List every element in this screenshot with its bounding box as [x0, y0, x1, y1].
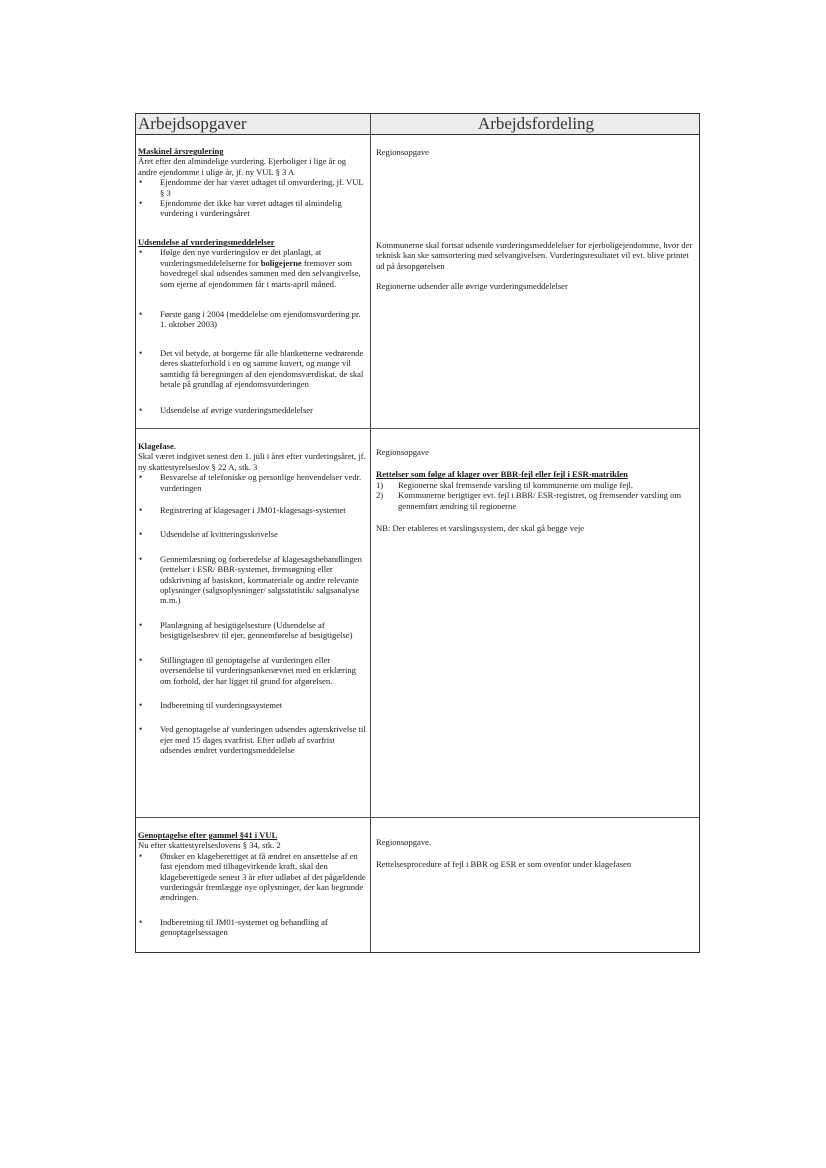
row4-tasks-cell — [138, 830, 367, 938]
bullet-icon: • — [139, 619, 143, 630]
row3-intro: Skal været indgivet senest den 1. juli i året efter vurderingsåret, jf. ny skattestyrelseslov § 22 A, stk. 3 — [138, 451, 366, 472]
row4-distribution-text-1: Regionsopgave. — [376, 837, 432, 847]
list-item — [138, 198, 367, 219]
list-item — [376, 490, 698, 511]
list-item-text: Besvarelse af telefoniske og personlige henvendelser vedr. vurderingen — [160, 472, 362, 493]
list-item-text: Udsendelse af øvrige vurderingsmeddelelser — [160, 405, 313, 416]
bullet-icon: • — [139, 916, 143, 927]
row1-heading: Maskinel årsregulering — [138, 146, 224, 156]
table-header-row — [136, 114, 699, 135]
bullet-icon: • — [139, 529, 143, 540]
list-item — [138, 177, 367, 198]
row3-tasks-cell — [138, 441, 367, 756]
row2-distribution-cell — [376, 240, 698, 292]
row4-distribution-text-2: Rettelsesprocedure af fejl i BBR og ESR er som ovenfor under klagefasen — [376, 859, 632, 870]
list-item-text: Ifølge den nye vurderingslov er det planlagt, at vurderingsmeddelelserne for — [160, 247, 322, 268]
column-header-tasks: Arbejdsopgaver — [138, 114, 247, 133]
row-divider-2 — [136, 817, 699, 818]
row1-tasks-cell — [138, 146, 367, 219]
bullet-icon: • — [139, 177, 143, 188]
column-header-distribution: Arbejdsfordeling — [477, 114, 595, 133]
list-item — [376, 480, 698, 490]
list-item-text: Første gang i 2004 (meddelelse om ejendomsvurdering pr. 1. oktober 2003) — [160, 309, 361, 330]
list-item-number: 2) — [376, 490, 384, 501]
list-item-text: Indberetning til JM01-systemet og behandling af genoptagelsessagen — [160, 916, 328, 938]
row-divider-1 — [136, 428, 699, 429]
list-item — [138, 472, 367, 493]
list-item — [138, 405, 367, 415]
row4-bullet-list — [138, 851, 367, 938]
bullet-icon: • — [139, 309, 143, 320]
row2-heading: Udsendelse af vurderingsmeddelelser — [138, 237, 275, 247]
row2-distribution-text-2: Regionerne udsender alle øvrige vurderingsmeddelelser — [376, 281, 568, 292]
list-item — [138, 247, 367, 289]
row4-heading: Genoptagelse efter gammel §41 i VUL — [138, 830, 278, 840]
row4-distribution-cell — [376, 837, 698, 870]
bullet-icon: • — [139, 850, 143, 861]
row3-distribution-title: Regionsopgave — [376, 447, 429, 457]
bullet-icon: • — [139, 724, 143, 735]
list-item — [138, 505, 367, 515]
row4-intro: Nu efter skattestyrelseslovens § 34, stk. 2 — [138, 840, 281, 851]
list-item — [138, 529, 367, 539]
list-item — [138, 655, 367, 686]
list-item — [138, 851, 367, 903]
row3-distribution-heading: Rettelser som følge af klager over BBR-fejl eller fejl i ESR-matriklen — [376, 469, 628, 480]
task-table — [135, 113, 700, 953]
row1-bullet-list — [138, 177, 367, 219]
list-item-text: Gennemlæsning og forberedelse af klagesagsbehandlingen (rettelser i ESR/ BBR-systemet, fremsøgning eller udskrivning af basiskort, kortmateriale og andre relevante oplysninger (salgsoplysninger/ salgsstatistik/ salgsanalyse m.m.) — [160, 553, 362, 606]
list-item-bold-text: boligejerne — [260, 257, 302, 268]
list-item — [138, 309, 367, 330]
list-item-text: Planlægning af besigtigelsesture (Udsendelse af besigtigelsesbrev til ejer, gennemførelse af besigtigelse) — [160, 619, 353, 641]
row3-numbered-list — [376, 480, 698, 511]
list-item — [138, 724, 367, 755]
bullet-icon: • — [139, 347, 143, 358]
list-item — [138, 700, 367, 710]
list-item-text: Ejendomme der har været udtaget til omvurdering, jf. VUL § 3 — [160, 177, 364, 198]
row1-distribution-text: Regionsopgave — [376, 147, 429, 157]
bullet-icon: • — [139, 505, 143, 516]
row3-distribution-cell — [376, 447, 698, 533]
list-item-text: Det vil betyde, at borgerne får alle blanketterne vedrørende deres skatteforhold i en og samme kuvert, og mange vil samtidig få beregningen af den ejendomsværdiskat, de skal betale på grundlag af ejendomsvurderingen — [160, 347, 364, 390]
bullet-icon: • — [139, 405, 143, 416]
row2-distribution-text-1: Kommunerne skal fortsat udsende vurderingsmeddelelser for ejerboligejendomme, hvor der teknisk kan ske samsortering med selvangivelsen. Vurderingsresultatet vil evt. blive printet ud på årsopgørelsen — [376, 240, 693, 271]
list-item-text: Registrering af klagesager i JM01-klagesags-systemet — [160, 505, 346, 516]
list-item-text: Indberetning til vurderingssystemet — [160, 699, 283, 710]
bullet-icon: • — [139, 553, 143, 564]
list-item — [138, 348, 367, 390]
row3-bullet-list — [138, 472, 367, 755]
list-item-text: Ved genoptagelse af vurderingen udsendes agterskrivelse til ejer med 15 dages svarfrist. Efter udløb af svarfrist udsendes ændret vurderingsmeddelelse — [160, 724, 366, 756]
list-item-text: Regionerne skal fremsende varsling til kommunerne om mulige fejl. — [398, 479, 634, 490]
row1-distribution-cell — [376, 147, 698, 157]
list-item-text: Udsendelse af kvitteringsskrivelse — [160, 529, 278, 540]
row1-intro: Året efter den almindelige vurdering. Ejerboliger i lige år og andre ejendomme i ulige år, jf. ny VUL § 3 A — [138, 156, 347, 177]
list-item — [138, 917, 367, 938]
list-item — [138, 554, 367, 606]
bullet-icon: • — [139, 247, 143, 258]
bullet-icon: • — [139, 198, 143, 209]
bullet-icon: • — [139, 472, 143, 483]
row3-distribution-note: NB: Der etableres et varslingssystem, der skal gå begge veje — [376, 523, 585, 534]
row3-heading: Klagefase. — [138, 441, 176, 451]
list-item-text: fremover som hovedregel skal udsendes sammen med den selvangivelse, som ejerne af ejendommen får i marts-april måned. — [160, 257, 361, 289]
list-item — [138, 620, 367, 641]
column-divider — [370, 114, 371, 952]
list-item-text: Ejendomme der ikke har været udtaget til almindelig vurdering i vurderingsåret — [160, 198, 342, 219]
row2-bullet-list — [138, 247, 367, 415]
list-item-text: Kommunerne berigtiger evt. fejl i BBR/ ESR-registret, og fremsender varsling om gennemført ændring til regionerne — [398, 490, 682, 511]
list-item-number: 1) — [376, 479, 384, 490]
bullet-icon: • — [139, 699, 143, 710]
bullet-icon: • — [139, 654, 143, 665]
list-item-text: Ønsker en klageberettiget at få ændret en ansættelse af en fast ejendom med tilbagevirkende kraft, skal den klageberettigede senest 3 år efter udløbet af det pågældende vurderingsår fremlægge nye oplysninger, der kan begrunde ændringen. — [160, 850, 366, 903]
list-item-text: Stillingtagen til genoptagelse af vurderingen eller oversendelse til vurderingsankenævnet med en erklæring om forhold, der har ligget til grund for afgørelsen. — [160, 654, 356, 686]
row2-tasks-cell — [138, 237, 367, 416]
